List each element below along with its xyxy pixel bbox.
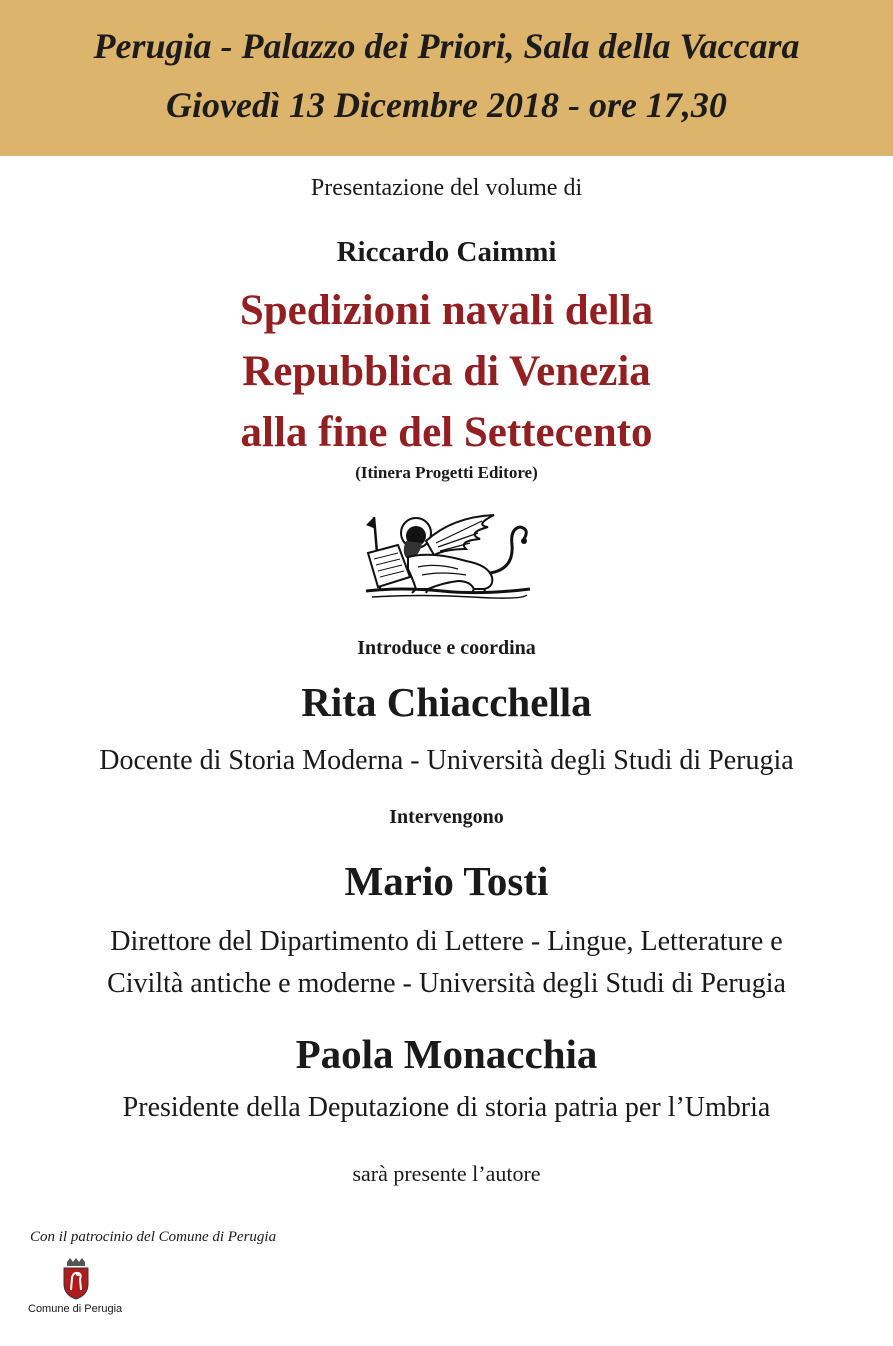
moderator-label: Introduce e coordina <box>357 637 536 659</box>
speaker-name: Paola Monacchia <box>295 1031 598 1077</box>
speaker-role-line: Civiltà antiche e moderne - Università degli Studi di Perugia <box>107 968 786 999</box>
moderator-role: Docente di Storia Moderna - Università degli Studi di Perugia <box>99 745 794 776</box>
book-author: Riccardo Caimmi <box>336 236 557 268</box>
winged-lion-of-saint-mark-icon <box>362 511 534 603</box>
book-title-line-1: Spedizioni navali della <box>239 287 654 334</box>
header-band <box>0 0 893 156</box>
speaker-role-line: Direttore del Dipartimento di Lettere - Lingue, Letterature e <box>110 926 783 957</box>
speakers-label: Intervengono <box>389 806 504 828</box>
book-title-line-3: alla fine del Settecento <box>240 409 653 456</box>
commune-label: Comune di Perugia <box>28 1303 123 1315</box>
moderator-name: Rita Chiacchella <box>301 679 592 725</box>
perugia-crest-icon <box>61 1258 91 1300</box>
speaker-name: Mario Tosti <box>344 858 549 904</box>
patronage-note: Con il patrocinio del Comune di Perugia <box>30 1229 277 1245</box>
book-title-line-2: Repubblica di Venezia <box>242 348 651 395</box>
closing-note: sarà presente l’autore <box>352 1161 541 1186</box>
presentation-intro: Presentazione del volume di <box>310 175 583 201</box>
event-location: Perugia - Palazzo dei Priori, Sala della Vaccara <box>93 26 800 66</box>
speaker-role-line: Presidente della Deputazione di storia patria per l’Umbria <box>122 1092 771 1123</box>
book-publisher: (Itinera Progetti Editore) <box>355 463 538 482</box>
event-datetime: Giovedì 13 Dicembre 2018 - ore 17,30 <box>166 85 727 125</box>
